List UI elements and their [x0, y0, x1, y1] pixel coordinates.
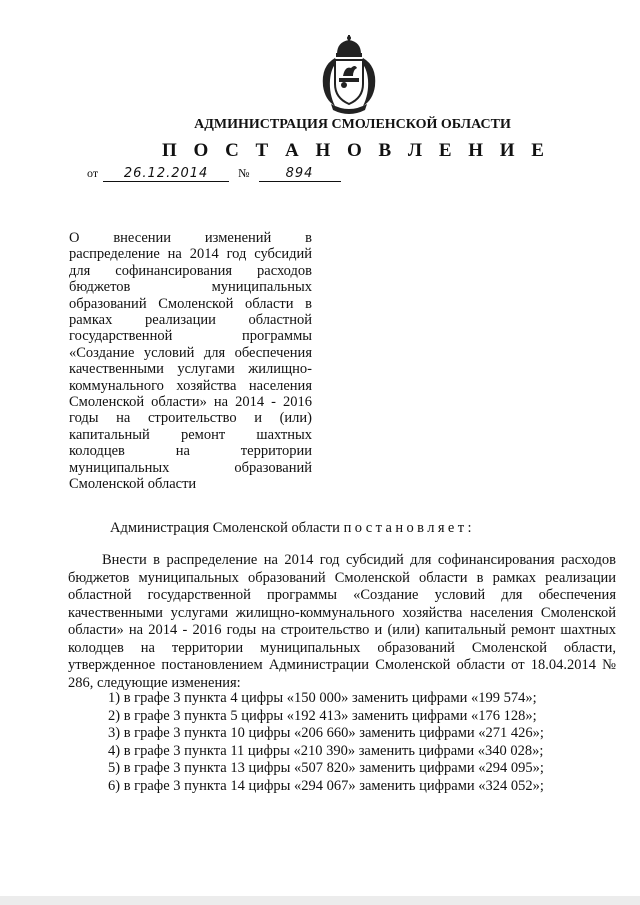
- organization-title: АДМИНИСТРАЦИЯ СМОЛЕНСКОЙ ОБЛАСТИ: [194, 117, 511, 132]
- decree-line: [110, 520, 475, 537]
- subject-text: О внесении изменений в распределение на 2014 год субсидий для софинансирования расходов бюджетов муниципальных образований Смоленской области в рамках реализации областной государственной программы «Создание условий для обеспечения качественными услугами жилищно-коммунального хозяйства населения Смоленской области» на 2014 - 2016 годы на строительство и (или) капитальный ремонт шахтных колодцев на территории муниципальных образований Смоленской области: [69, 230, 312, 493]
- subject-block: [69, 230, 312, 493]
- number-label: №: [238, 166, 250, 180]
- body-paragraph: Внести в распределение на 2014 год субсидий для софинансирования расходов бюджетов муниципальных образований Смоленской области в рамках реализации областной государственной программы «Создание условий для обеспечения качественными услугами жилищно-коммунального хозяйства населения Смоленской области» на 2014 - 2016 годы на строительство и (или) капитальный ремонт шахтных колодцев на территории муниципальных образований Смоленской области, утвержденное постановлением Администрации Смоленской области от 18.04.2014 № 286, следующие изменения:: [68, 552, 616, 691]
- date-label: от: [87, 166, 99, 180]
- handwritten-number: 894: [259, 166, 341, 182]
- date-number-line: [87, 166, 341, 182]
- coat-of-arms-icon: [315, 34, 383, 114]
- list-item: 4) в графе 3 пункта 11 цифры «210 390» заменить цифрами «340 028»;: [108, 742, 544, 759]
- decree-verb: постановляет:: [343, 520, 475, 536]
- changes-list: [108, 690, 544, 795]
- handwritten-date: 26.12.2014: [103, 166, 229, 182]
- list-item: 2) в графе 3 пункта 5 цифры «192 413» заменить цифрами «176 128»;: [108, 707, 537, 724]
- document-type-title: П О С Т А Н О В Л Е Н И Е: [162, 140, 550, 161]
- list-item: 5) в графе 3 пункта 13 цифры «507 820» заменить цифрами «294 095»;: [108, 760, 544, 776]
- body-paragraph-block: [68, 552, 616, 692]
- list-item: 3) в графе 3 пункта 10 цифры «206 660» заменить цифрами «271 426»;: [108, 725, 544, 741]
- page-bottom-edge: [0, 896, 640, 905]
- list-item: 1) в графе 3 пункта 4 цифры «150 000» заменить цифрами «199 574»;: [108, 690, 537, 706]
- decree-prefix: Администрация Смоленской области: [110, 520, 340, 536]
- list-item: 6) в графе 3 пункта 14 цифры «294 067» заменить цифрами «324 052»;: [108, 777, 544, 794]
